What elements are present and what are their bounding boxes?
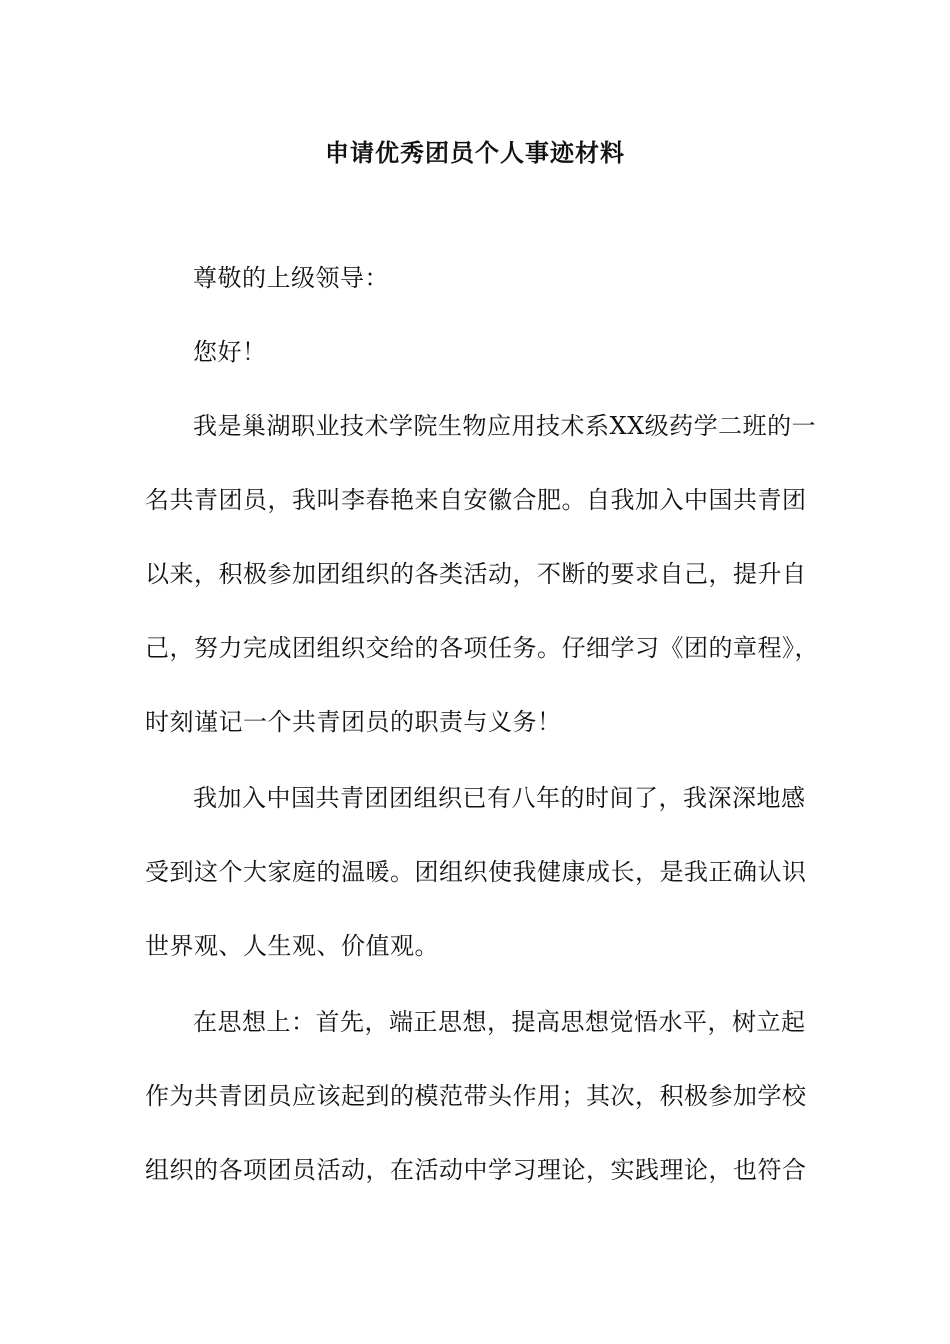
paragraph-1-line-2: 名共青团员，我叫李春艳来自安徽合肥。自我加入中国共青团	[145, 486, 807, 514]
salutation: 尊敬的上级领导：	[193, 264, 389, 292]
paragraph-2-line-2: 受到这个大家庭的温暖。团组织使我健康成长，是我正确认识	[145, 858, 807, 886]
paragraph-3-line-3: 组织的各项团员活动，在活动中学习理论，实践理论，也符合	[145, 1156, 807, 1184]
greeting: 您好！	[193, 338, 267, 366]
paragraph-3-line-2: 作为共青团员应该起到的模范带头作用；其次，积极参加学校	[145, 1082, 807, 1110]
paragraph-1-line-3: 以来，积极参加团组织的各类活动，不断的要求自己，提升自	[145, 560, 807, 588]
document-title: 申请优秀团员个人事迹材料	[325, 138, 625, 167]
paragraph-3-line-1: 在思想上：首先，端正思想，提高思想觉悟水平，树立起	[193, 1008, 806, 1036]
paragraph-1-line-1: 我是巢湖职业技术学院生物应用技术系XX级药学二班的一	[193, 412, 817, 440]
paragraph-2-line-3: 世界观、人生观、价值观。	[145, 932, 439, 960]
paragraph-1-line-5: 时刻谨记一个共青团员的职责与义务！	[145, 708, 562, 736]
paragraph-1-line-4: 己，努力完成团组织交给的各项任务。仔细学习《团的章程》，	[145, 634, 819, 662]
paragraph-2-line-1: 我加入中国共青团团组织已有八年的时间了，我深深地感	[193, 784, 806, 812]
